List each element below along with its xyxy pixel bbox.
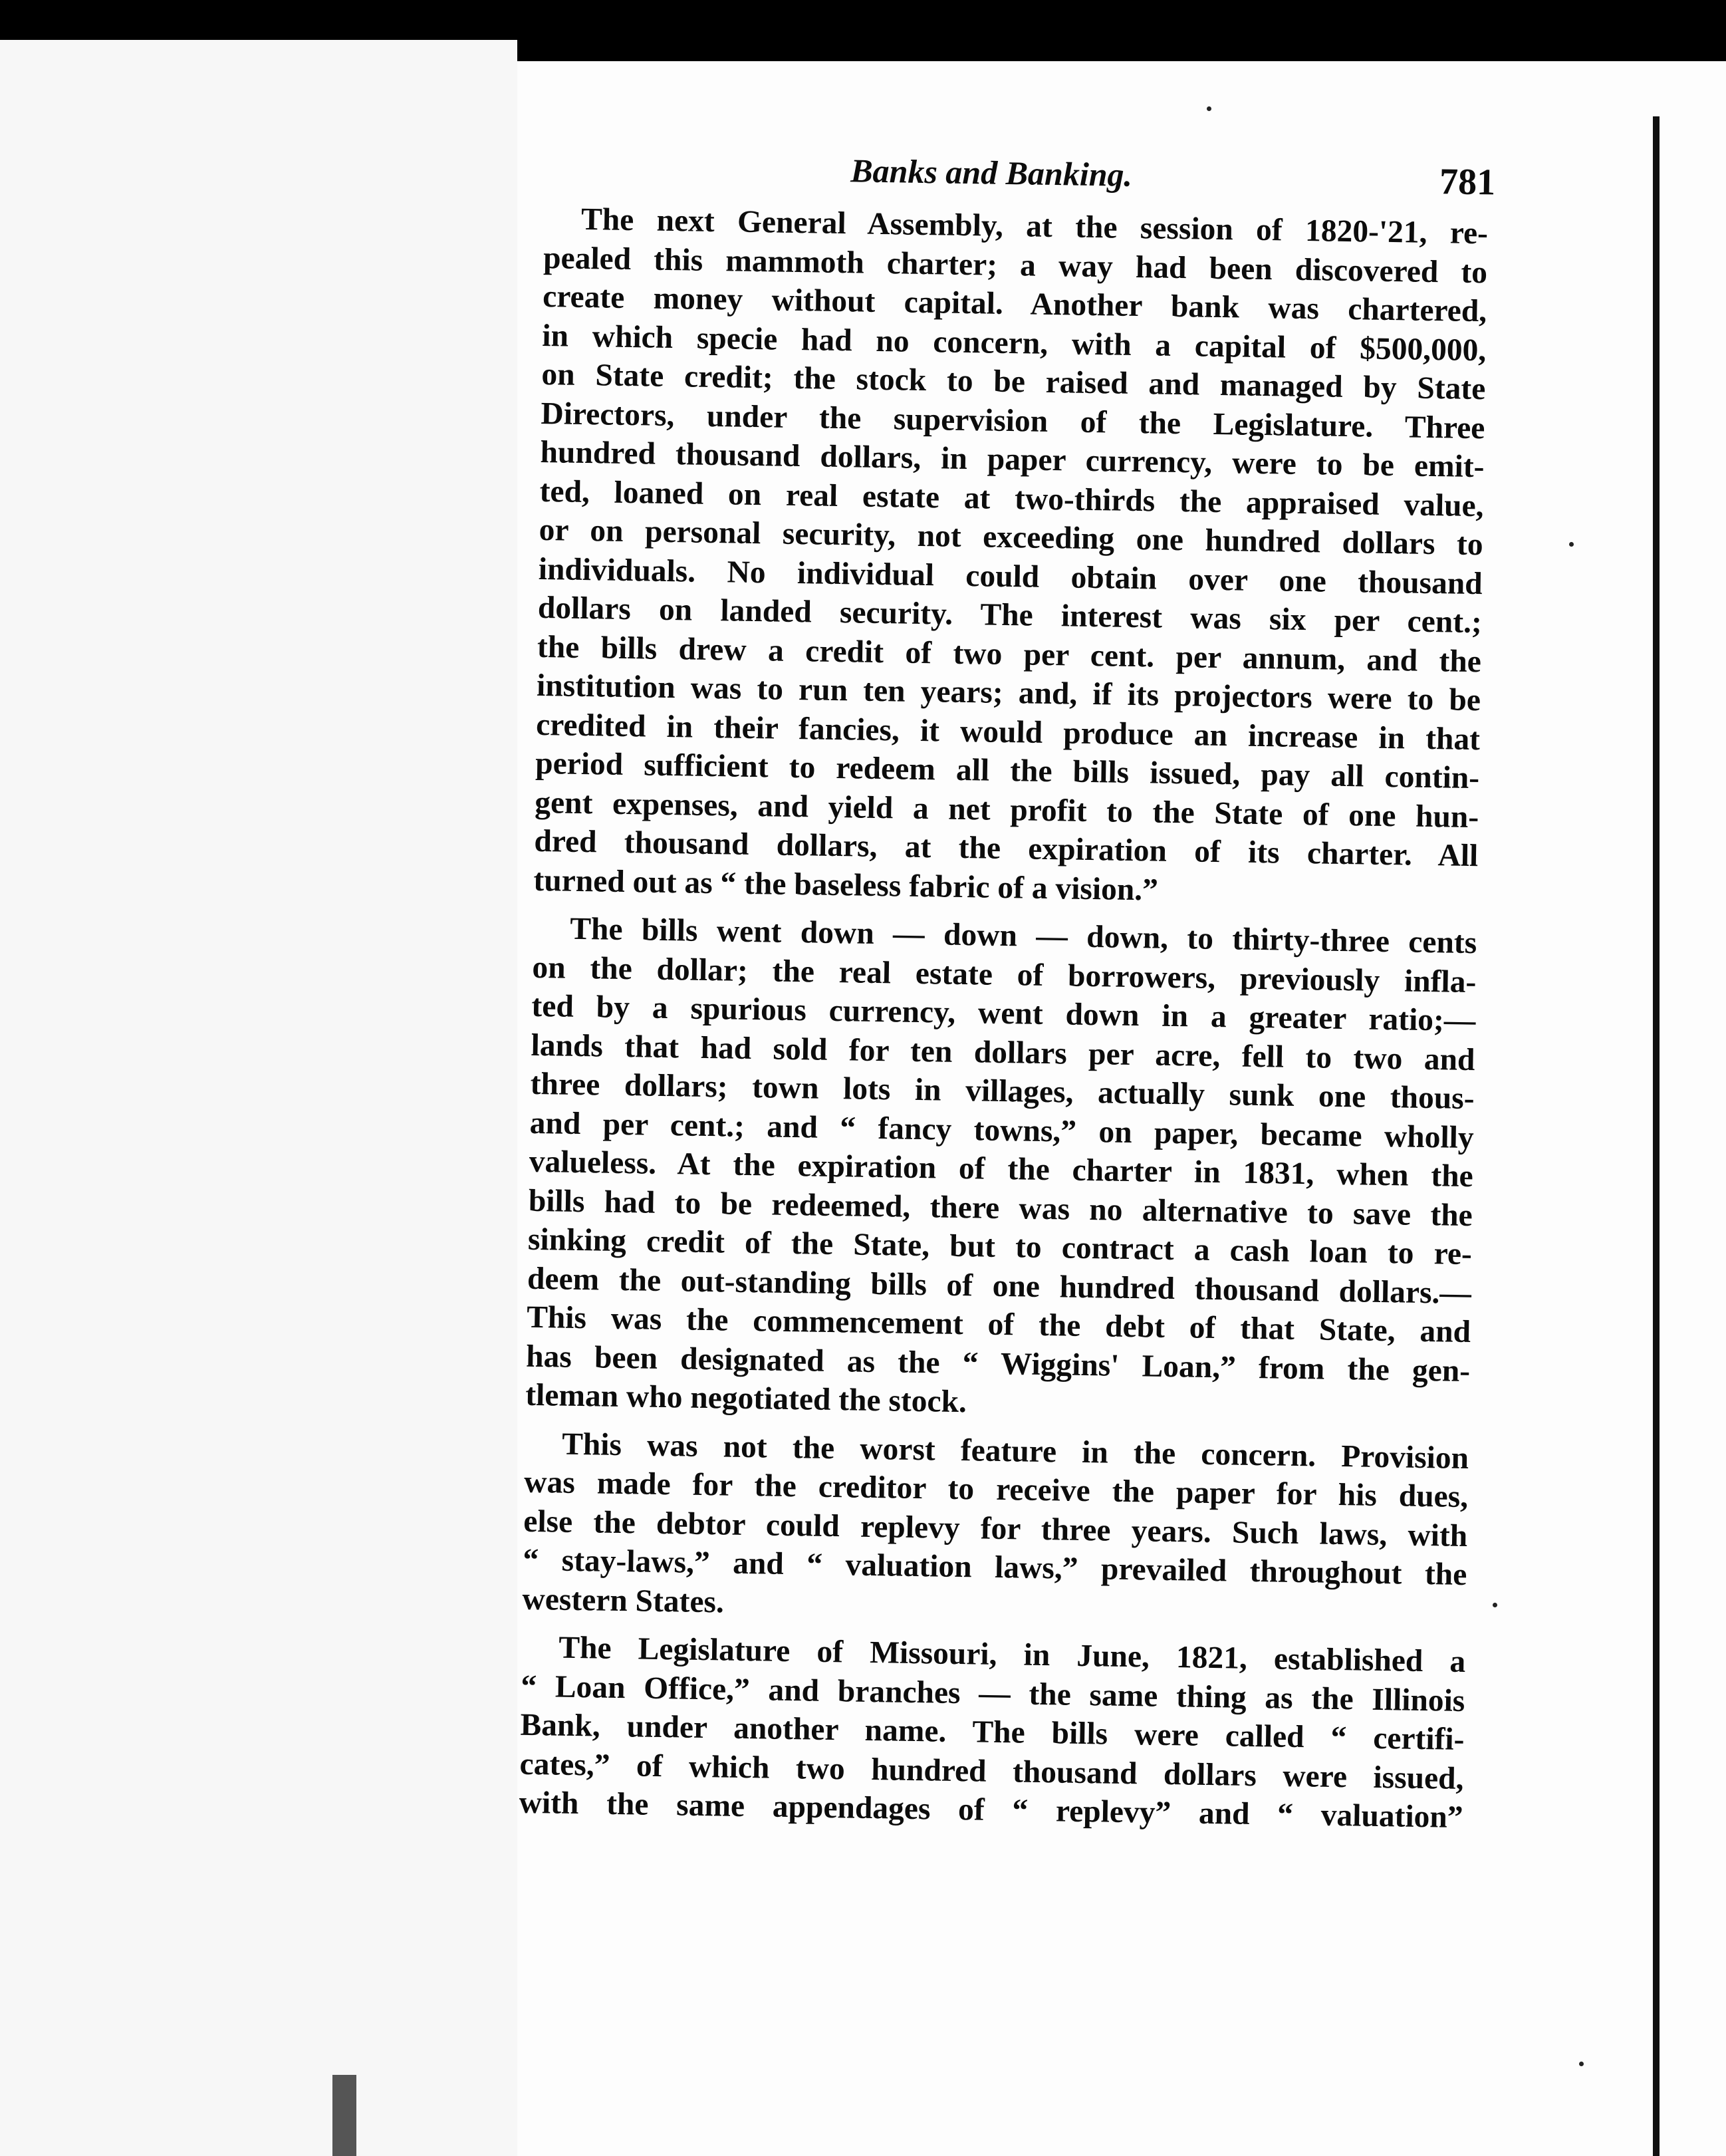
text-line: on State credit; the stock to be raised and managed by State: [541, 356, 1486, 407]
facing-blank-page: [0, 40, 517, 2156]
paragraph-1: [533, 200, 1488, 914]
text-line: “ stay-laws,” and “ valuation laws,” prevailed throughout the: [523, 1542, 1467, 1593]
text-line: gent expenses, and yield a net profit to the State of one hun-: [534, 785, 1479, 835]
text-line: western States.: [522, 1581, 725, 1619]
text-line: three dollars; town lots in villages, actually sunk one thous-: [530, 1066, 1475, 1117]
paragraph-4: [519, 1628, 1465, 1837]
scan-speck: [1569, 542, 1574, 547]
binding-gutter: [332, 2075, 356, 2156]
text-line: with the same appendages of “ replevy” and “ valuation”: [519, 1785, 1463, 1835]
text-line: the bills drew a credit of two per cent. per annum, and the: [537, 629, 1482, 679]
text-line: credited in their fancies, it would produce an increase in that: [535, 707, 1481, 757]
scan-speck: [1493, 1603, 1497, 1607]
text-line: deem the out-standing bills of one hundred thousand dollars.—: [527, 1261, 1472, 1311]
paragraph-2: [525, 909, 1477, 1430]
scan-speck: [1579, 2062, 1584, 2066]
text-line: or on personal security, not exceeding one hundred dollars to: [539, 512, 1484, 563]
text-line: Bank, under another name. The bills were called “ certifi-: [520, 1707, 1465, 1758]
text-line: lands that had sold for ten dollars per acre, fell to two and: [531, 1027, 1475, 1077]
text-line: individuals. No individual could obtain over one thousand: [538, 551, 1483, 601]
text-line: ted by a spurious currency, went down in a greater ratio;—: [531, 988, 1476, 1039]
text-line: “ Loan Office,” and branches — the same thing as the Illinois: [521, 1669, 1465, 1718]
text-line: has been designated as the “ Wiggins' Loan,” from the gen-: [525, 1339, 1471, 1389]
text-line: and per cent.; and “ fancy towns,” on paper, became wholly: [529, 1105, 1475, 1155]
text-line: The Legislature of Missouri, in June, 1821, established a: [558, 1630, 1466, 1680]
text-line: create money without capital. Another bank was chartered,: [542, 279, 1487, 329]
text-line: The bills went down — down — down, to thirty-three cents: [569, 911, 1477, 961]
text-line: tleman who negotiated the stock.: [525, 1377, 967, 1420]
text-line: The next General Assembly, at the session of 1820-'21, re-: [580, 202, 1489, 251]
paragraph-3: [522, 1424, 1469, 1633]
text-line: Directors, under the supervision of the Legislature. Three: [541, 396, 1485, 446]
text-line: sinking credit of the State, but to contract a cash loan to re-: [527, 1222, 1473, 1272]
text-line: in which specie had no concern, with a capital of $500,000,: [541, 318, 1487, 368]
text-line: else the debtor could replevy for three years. Such laws, with: [523, 1504, 1468, 1553]
running-title: Banks and Banking.: [850, 152, 1133, 194]
page-content: [519, 140, 1496, 1837]
text-line: period sufficient to redeem all the bills issued, pay all contin-: [535, 745, 1480, 796]
text-line: hundred thousand dollars, in paper currency, were to be emit-: [540, 434, 1485, 485]
text-line: turned out as “ the baseless fabric of a vision.”: [533, 863, 1159, 908]
text-line: bills had to be redeemed, there was no alternative to save the: [528, 1183, 1473, 1233]
text-line: This was not the worst feature in the concern. Provision: [561, 1426, 1469, 1476]
page-number: 781: [1439, 161, 1496, 203]
text-line: pealed this mammoth charter; a way had been discovered to: [543, 240, 1488, 290]
text-line: on the dollar; the real estate of borrowers, previously infla-: [532, 950, 1477, 1000]
text-line: was made for the creditor to receive the paper for his dues,: [523, 1464, 1469, 1515]
scan-speck: [1207, 106, 1211, 111]
text-line: This was the commencement of the debt of that State, and: [526, 1299, 1471, 1350]
text-line: institution was to run ten years; and, if its projectors were to be: [536, 668, 1481, 718]
text-line: dollars on landed security. The interest was six per cent.;: [537, 590, 1483, 640]
text-line: ted, loaned on real estate at two-thirds the appraised value,: [539, 473, 1484, 523]
text-line: dred thousand dollars, at the expiration of its charter. All: [534, 823, 1479, 874]
page-edge: [1653, 116, 1660, 2156]
text-line: valueless. At the expiration of the charter in 1831, when the: [529, 1144, 1474, 1194]
text-line: cates,” of which two hundred thousand dollars were issued,: [519, 1746, 1464, 1796]
